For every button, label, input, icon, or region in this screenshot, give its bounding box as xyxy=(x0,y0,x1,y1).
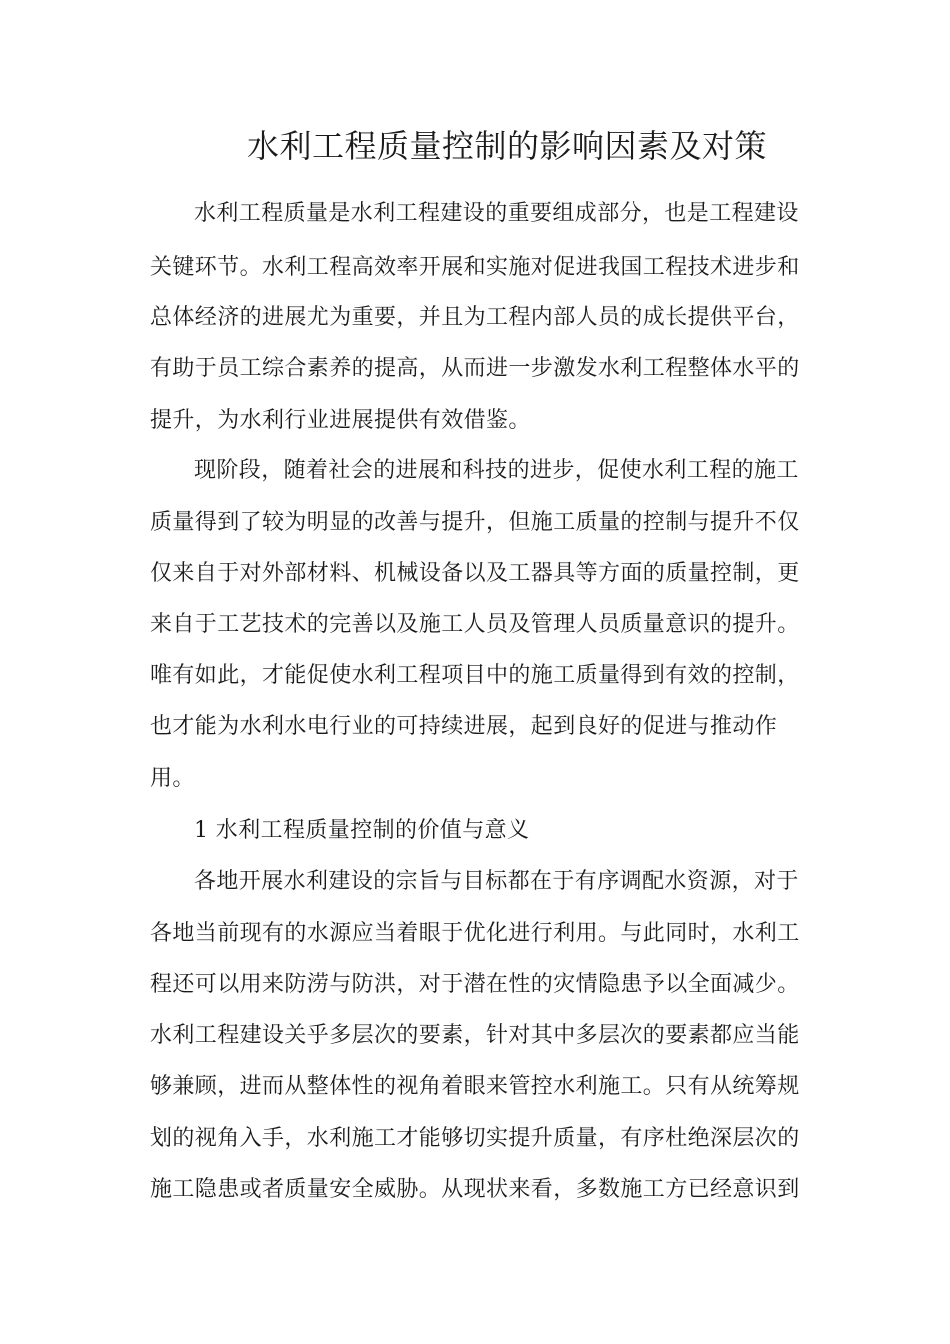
paragraph-line: 各地开展水利建设的宗旨与目标都在于有序调配水资源，对于 xyxy=(194,869,799,894)
paragraph-line: 也才能为水利水电行业的可持续进展，起到良好的促进与推动作 xyxy=(150,714,778,739)
paragraph-line: 施工隐患或者质量安全威胁。从现状来看，多数施工方已经意识到 xyxy=(150,1177,800,1202)
paragraph-line: 各地当前现有的水源应当着眼于优化进行利用。与此同时，水利工 xyxy=(150,921,800,946)
document-title: 水利工程质量控制的影响因素及对策 xyxy=(246,127,767,165)
paragraph-line: 水利工程质量是水利工程建设的重要组成部分，也是工程建设 xyxy=(194,201,799,226)
section-heading: 1 水利工程质量控制的价值与意义 xyxy=(194,818,530,843)
paragraph-line: 质量得到了较为明显的改善与提升，但施工质量的控制与提升不仅 xyxy=(150,510,800,535)
paragraph-line: 程还可以用来防涝与防洪，对于潜在性的灾情隐患予以全面减少。 xyxy=(150,972,800,997)
paragraph-line: 仅来自于对外部材料、机械设备以及工器具等方面的质量控制，更 xyxy=(150,561,800,586)
paragraph-line: 够兼顾，进而从整体性的视角着眼来管控水利施工。只有从统筹规 xyxy=(150,1074,800,1099)
paragraph-line: 提升，为水利行业进展提供有效借鉴。 xyxy=(150,408,531,433)
paragraph-line: 现阶段，随着社会的进展和科技的进步，促使水利工程的施工 xyxy=(194,458,799,483)
paragraph-line: 用。 xyxy=(150,766,195,791)
paragraph-line: 关键环节。水利工程高效率开展和实施对促进我国工程技术进步和 xyxy=(150,255,800,280)
paragraph-line: 划的视角入手，水利施工才能够切实提升质量，有序杜绝深层次的 xyxy=(150,1126,800,1151)
paragraph-line: 总体经济的进展尤为重要，并且为工程内部人员的成长提供平台， xyxy=(150,305,800,330)
paragraph-line: 唯有如此，才能促使水利工程项目中的施工质量得到有效的控制， xyxy=(150,663,800,688)
paragraph-line: 有助于员工综合素养的提高，从而进一步激发水利工程整体水平的 xyxy=(150,356,800,381)
paragraph-line: 水利工程建设关乎多层次的要素，针对其中多层次的要素都应当能 xyxy=(150,1023,800,1048)
paragraph-line: 来自于工艺技术的完善以及施工人员及管理人员质量意识的提升。 xyxy=(150,612,800,637)
